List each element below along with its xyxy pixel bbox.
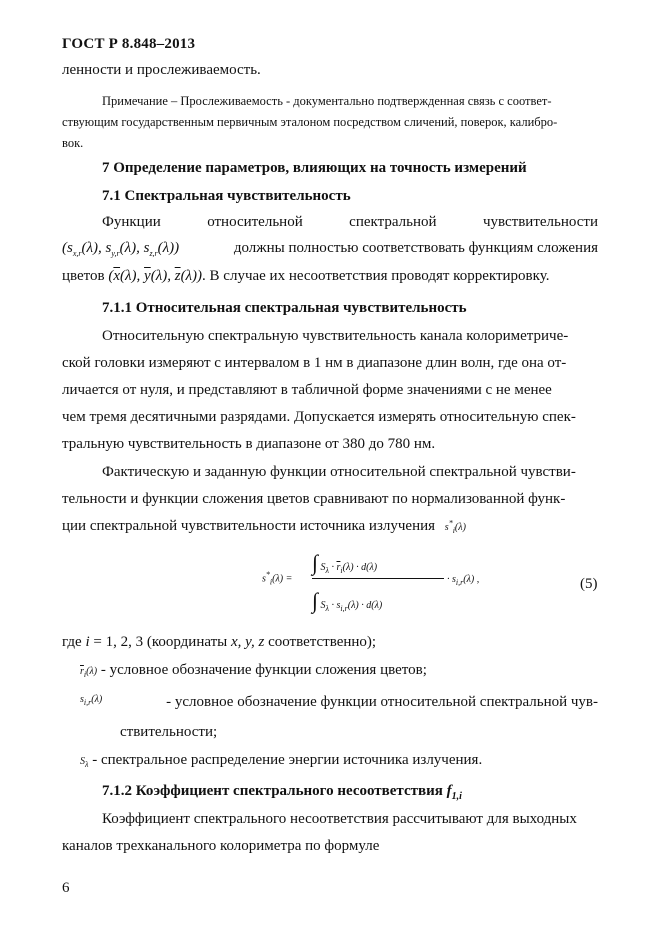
word-1: Функции — [102, 214, 161, 230]
word-2: относительной — [207, 214, 303, 230]
paragraph-1-line-1: Относительную спектральную чувствительность канала колориметриче- — [102, 328, 569, 344]
note-line-3: вок. — [62, 136, 84, 150]
paragraph-2-line-3 — [62, 518, 466, 535]
where-text: = 1, 2, 3 (координаты — [89, 634, 231, 650]
definition-1-text: - условное обозначение функции сложения цветов; — [100, 662, 427, 678]
paragraph-1-line-2: ской головки измеряют с интервалом в 1 нм в диапазоне длин волн, где она от- — [62, 355, 567, 371]
note-line-2: ствующим государственным первичным эталоном посредством сличений, поверок, калибро- — [62, 115, 558, 129]
section-7-1-line-2 — [62, 240, 598, 258]
formula-numerator: ∫ $S_\lambda \cdot \overline{r}_i(\lambda) \cdot d(\lambda)$ — [312, 550, 378, 575]
paragraph-3-line-1: Коэффициент спектрального несоответствия рассчитывают для выходных — [102, 811, 577, 827]
mismatch-coefficient-symbol: $f_{1,i}$ — [446, 783, 462, 802]
index-i: i — [85, 634, 90, 650]
word-4: чувствительности — [482, 214, 598, 230]
where-coords: x, y, z — [231, 634, 265, 650]
paragraph-1-line-4: чем тремя десятичными разрядами. Допускается измерять относительную спек- — [62, 409, 576, 425]
where-line — [62, 634, 376, 651]
relative-sensitivity-symbol: $s_{i,r}(\lambda)$ — [80, 694, 103, 707]
section-7-1-heading: 7.1 Спектральная чувствительность — [102, 188, 351, 204]
section-7-1-line-2-text: должны полностью соответствовать функциям сложения — [233, 240, 598, 256]
definition-2 — [80, 694, 598, 711]
formula-rhs: · $s_{i,r}(\lambda)$ , — [447, 574, 480, 587]
definition-2-cont: ствительности; — [120, 724, 218, 740]
paragraph-2-line-1: Фактическую и заданную функции относительной спектральной чувстви- — [102, 464, 576, 480]
document-header: ГОСТ Р 8.848–2013 — [62, 36, 196, 52]
continued-text: ленности и прослеживаемость. — [62, 62, 261, 78]
note-line-1: Примечание – Прослеживаемость - документально подтвержденная связь с соответ- — [102, 94, 552, 108]
section-7-1-1-heading: 7.1.1 Относительная спектральная чувствительность — [102, 300, 467, 316]
paragraph-2-line-2: тельности и функции сложения цветов сравнивают по нормализованной функ- — [62, 491, 566, 507]
page-number: 6 — [62, 880, 70, 896]
definition-2-text: - условное обозначение функции относительной спектральной чув- — [166, 694, 598, 710]
section-7-1-2-title: 7.1.2 Коэффициент спектрального несоответствия — [102, 783, 443, 799]
section-7-1-line-3 — [62, 268, 549, 285]
paragraph-2-line-3-text: ции спектральной чувствительности источника излучения — [62, 518, 436, 534]
sensitivity-functions-formula: ($s_{x,r}(\lambda)$, $s_{y,r}(\lambda)$, $s_{z,r}(\lambda)$) — [62, 240, 180, 258]
definition-3-text: - спектральное распределение энергии источника излучения. — [92, 752, 483, 768]
formula-number: (5) — [580, 576, 598, 592]
formula-lhs: $s^*_i(\lambda)$ = — [262, 570, 293, 587]
where-prefix: где — [62, 634, 82, 650]
formula-denominator: ∫ $S_\lambda \cdot s_{i,r}(\lambda) \cdot d(\lambda)$ — [312, 588, 383, 613]
paragraph-1-line-5: тральную чувствительность в диапазоне от 380 до 780 нм. — [62, 436, 436, 452]
line-3-suffix: . В случае их несоответствия проводят корректировку. — [202, 268, 550, 284]
color-matching-symbol: $\overline{r}_i(\lambda)$ — [80, 666, 98, 679]
spectral-distribution-symbol: $S_\lambda$ — [80, 756, 89, 769]
paragraph-3-line-2: каналов трехканального колориметра по формуле — [62, 838, 380, 854]
section-7-1-line-1 — [102, 214, 598, 231]
line-3-prefix: цветов — [62, 268, 105, 284]
normalized-sensitivity-symbol: $s^*_i(\lambda)$ — [444, 518, 466, 535]
section-7-heading: 7 Определение параметров, влияющих на точность измерений — [102, 160, 527, 176]
section-7-1-2-heading — [102, 783, 462, 802]
definition-1 — [80, 662, 427, 679]
definition-3 — [80, 752, 482, 769]
where-end: соответственно); — [264, 634, 377, 650]
color-matching-functions-formula: ($\overline{x}(\lambda)$, $\overline{y}(\lambda)$, $\overline{z}(\lambda)$) — [108, 268, 203, 284]
paragraph-1-line-3: личается от нуля, и представляют в табличной форме значениями с не менее — [62, 382, 552, 398]
fraction-bar — [312, 578, 444, 579]
word-3: спектральной — [349, 214, 437, 230]
